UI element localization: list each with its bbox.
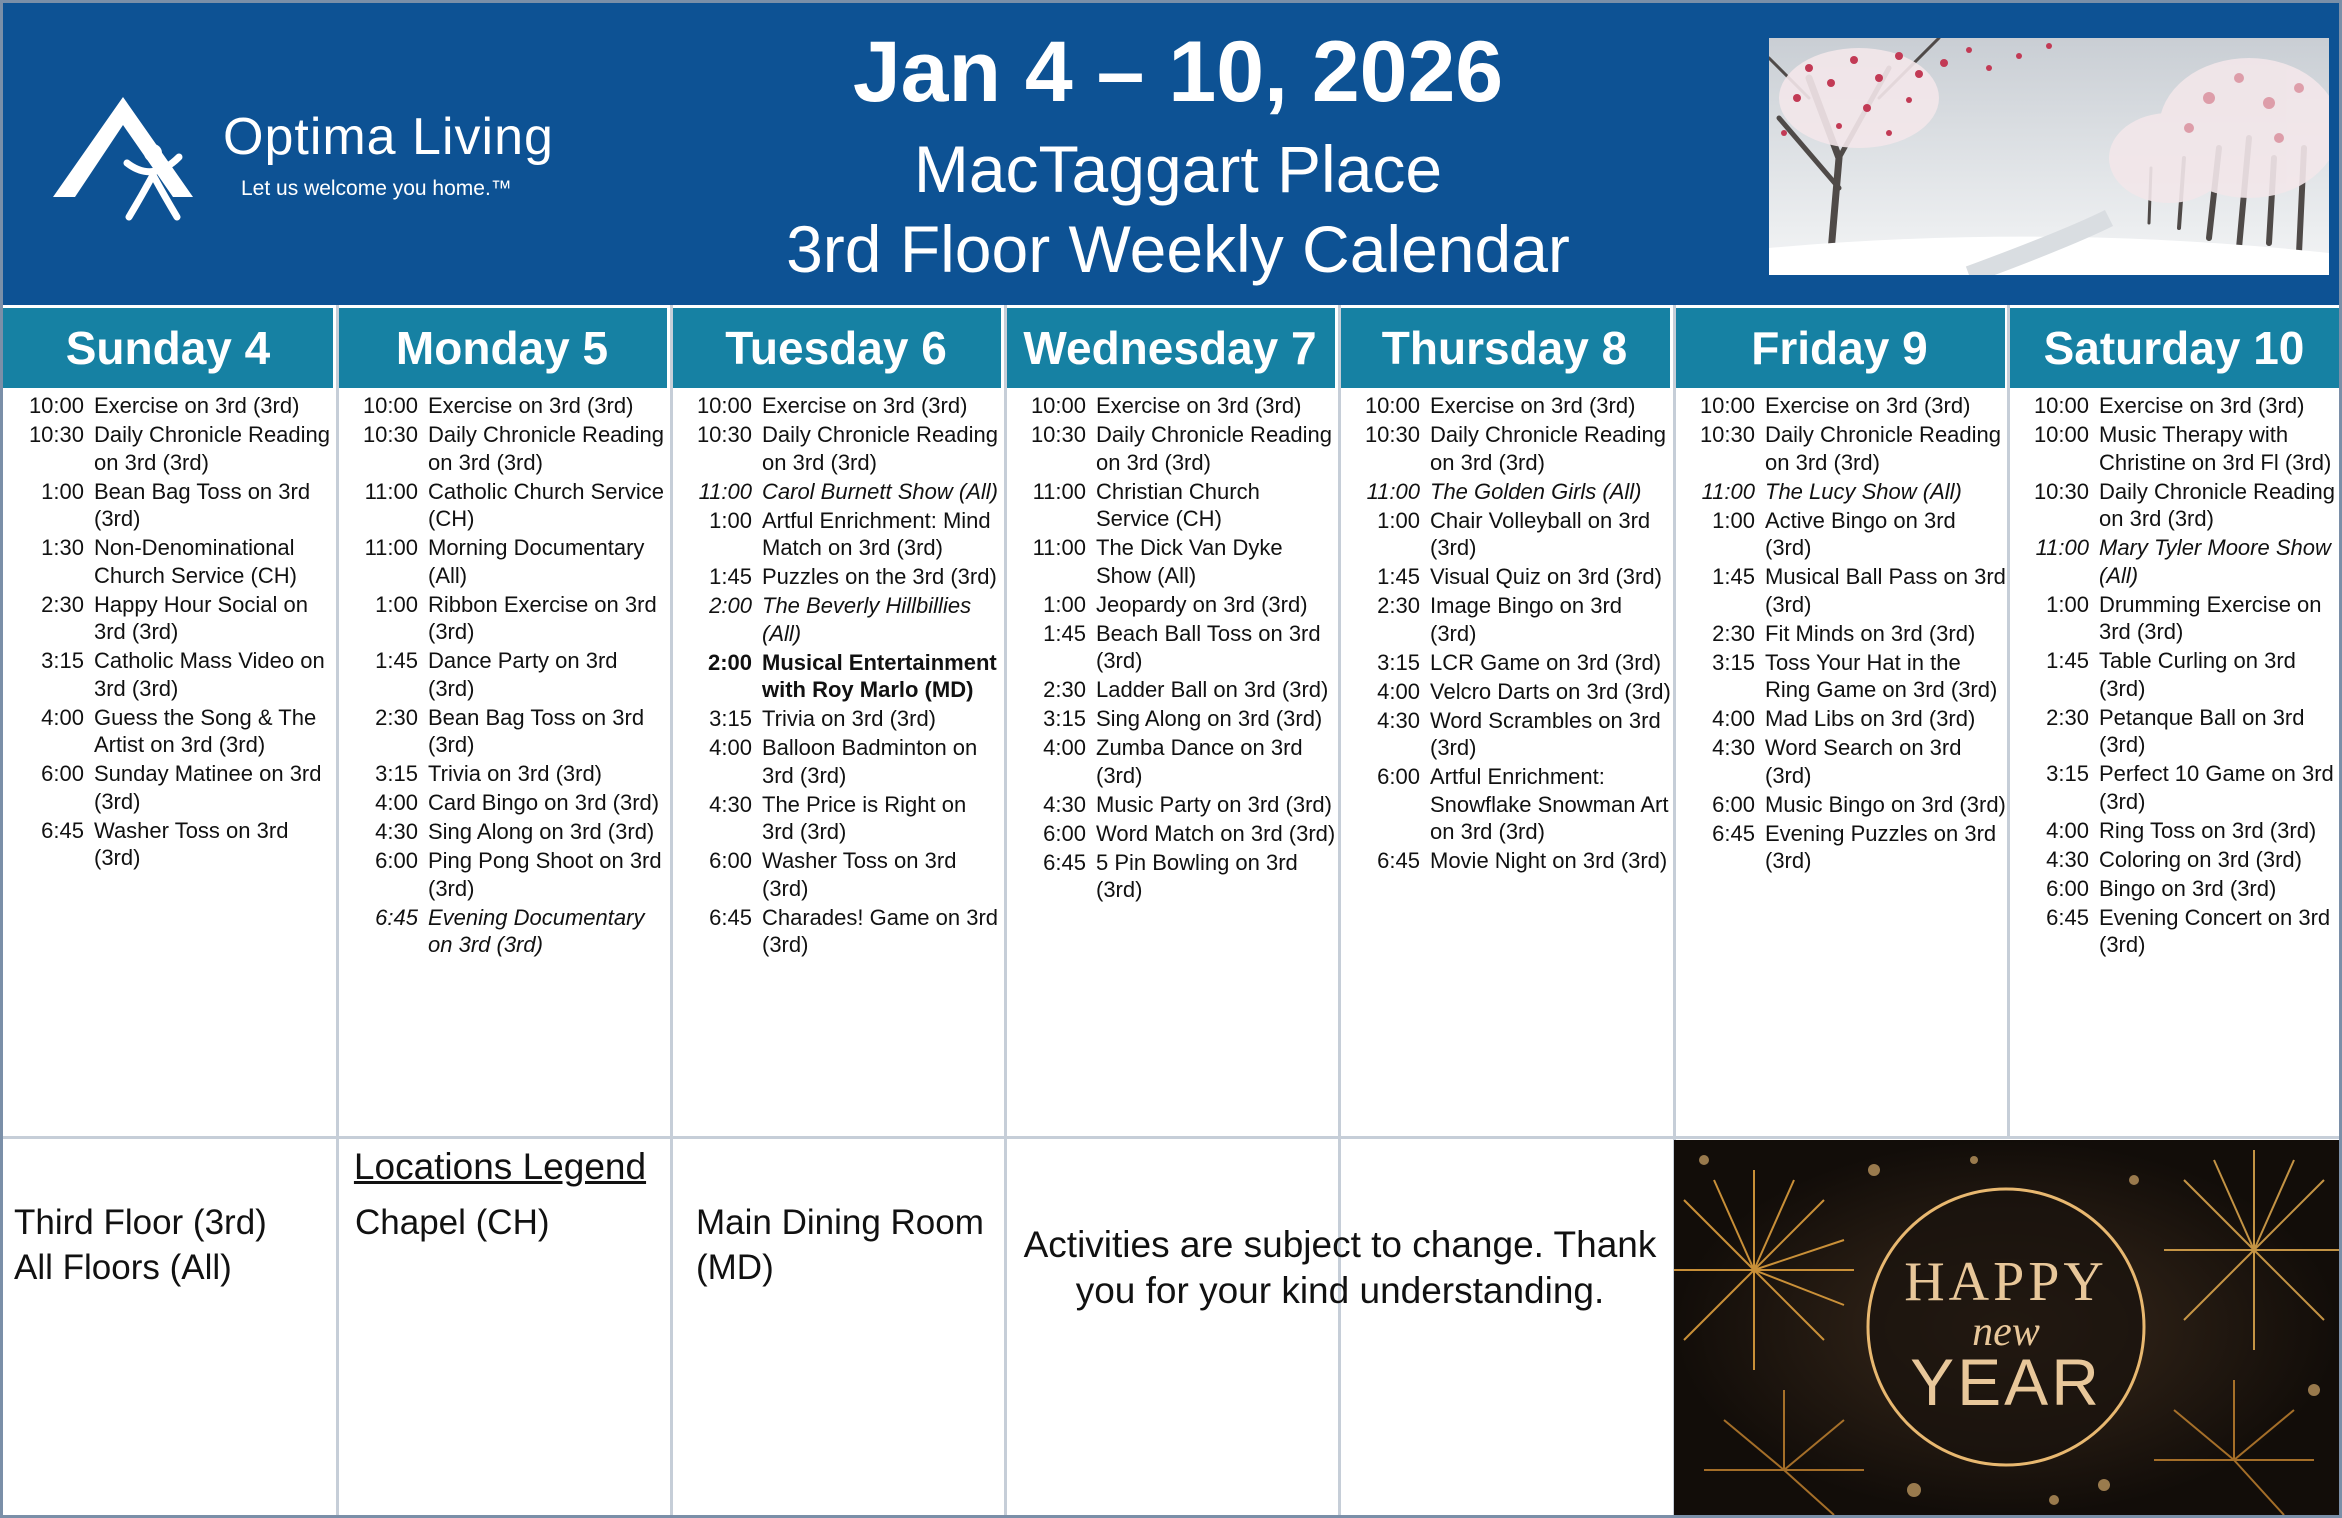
event-title: Trivia on 3rd (3rd)	[762, 706, 937, 731]
event-time: 10:30	[696, 422, 752, 447]
event-time: 6:00	[1377, 764, 1420, 789]
fireworks-graphic	[1674, 1140, 2339, 1515]
event-time: 6:45	[709, 904, 752, 930]
event-time: 1:30	[41, 535, 84, 560]
event-title: Drumming Exercise on 3rd (3rd)	[2099, 591, 2322, 644]
event-item	[1014, 705, 1336, 733]
legend-all-floors: All Floors (All)	[14, 1248, 232, 1287]
event-item	[12, 478, 334, 533]
event-title: Evening Documentary on 3rd (3rd)	[428, 904, 645, 957]
day-column-wednesday	[1014, 392, 1336, 1136]
event-time: 1:00	[709, 507, 752, 533]
event-item	[346, 818, 668, 846]
logo-name: Optima Living	[223, 108, 554, 166]
mountain-person-icon	[53, 97, 223, 221]
event-time: 4:00	[41, 704, 84, 730]
event-time: 2:30	[375, 704, 418, 730]
winter-trees-photo	[1769, 38, 2329, 275]
event-item	[2017, 591, 2335, 646]
event-title: Daily Chronicle Reading on 3rd (3rd)	[2099, 478, 2336, 531]
event-item	[680, 705, 1002, 733]
event-time: 4:30	[1377, 707, 1420, 733]
day-header-thursday: Thursday 8	[1339, 308, 1670, 388]
event-title: Sing Along on 3rd (3rd)	[428, 819, 655, 844]
event-title: Evening Puzzles on 3rd (3rd)	[1765, 820, 1997, 873]
event-item	[2017, 760, 2335, 815]
event-item	[346, 847, 668, 902]
calendar-name-title: 3rd Floor Weekly Calendar	[786, 212, 1570, 286]
event-title: Beach Ball Toss on 3rd (3rd)	[1096, 620, 1321, 673]
grid-divider	[2007, 305, 2010, 1139]
event-time: 10:00	[1030, 393, 1086, 418]
event-time: 10:00	[1699, 393, 1755, 418]
event-item	[1348, 507, 1671, 562]
event-item	[1014, 734, 1336, 789]
event-title: Coloring on 3rd (3rd)	[2099, 846, 2302, 872]
event-title: Washer Toss on 3rd (3rd)	[94, 817, 289, 870]
event-title: Music Party on 3rd (3rd)	[1096, 791, 1332, 817]
event-title: 5 Pin Bowling on 3rd (3rd)	[1096, 849, 1298, 902]
event-item	[2017, 817, 2335, 845]
event-item	[1014, 849, 1336, 904]
day-header-saturday: Saturday 10	[2009, 308, 2339, 388]
event-title: Sunday Matinee on 3rd (3rd)	[94, 761, 322, 814]
event-time: 3:15	[2046, 761, 2089, 786]
event-item	[1683, 392, 2006, 420]
event-time: 4:00	[709, 735, 752, 760]
event-title: Chair Volleyball on 3rd (3rd)	[1430, 507, 1651, 560]
event-item	[346, 704, 668, 759]
event-item	[1683, 421, 2006, 476]
event-item	[680, 563, 1002, 591]
event-item	[1014, 421, 1336, 476]
event-item	[680, 421, 1002, 476]
event-title: Puzzles on the 3rd (3rd)	[762, 564, 997, 589]
day-header-tuesday: Tuesday 6	[671, 308, 1001, 388]
day-column-tuesday	[680, 392, 1002, 1136]
event-item	[1348, 649, 1671, 677]
event-item	[1683, 820, 2006, 875]
event-time: 3:15	[1377, 649, 1420, 675]
event-item	[2017, 647, 2335, 702]
day-header-monday: Monday 5	[337, 308, 667, 388]
event-time: 10:30	[28, 422, 84, 447]
event-item	[1014, 478, 1336, 533]
event-title: Trivia on 3rd (3rd)	[428, 761, 603, 786]
event-title: Carol Burnett Show (All)	[762, 478, 998, 504]
day-column-thursday	[1348, 392, 1671, 1136]
event-title: Artful Enrichment: Mind Match on 3rd (3rd)	[762, 507, 991, 560]
event-item	[1683, 791, 2006, 819]
event-time: 4:30	[2046, 846, 2089, 872]
event-time: 1:00	[1712, 507, 1755, 533]
event-time: 4:30	[1043, 791, 1086, 817]
event-time: 11:00	[698, 478, 752, 504]
event-item	[1683, 563, 2006, 618]
event-title: Music Therapy with Christine on 3rd Fl (3rd)	[2099, 422, 2332, 475]
event-title: Exercise on 3rd (3rd)	[94, 393, 300, 418]
event-time: 10:00	[2033, 422, 2089, 447]
date-range-title: Jan 4 – 10, 2026	[852, 24, 1504, 120]
legend-chapel: Chapel (CH)	[355, 1203, 550, 1242]
day-column-friday	[1683, 392, 2006, 1136]
grid-divider-horizontal	[3, 1136, 2339, 1139]
event-item	[346, 591, 668, 646]
legend-title: Locations Legend	[353, 1146, 647, 1187]
event-time: 11:00	[2035, 535, 2089, 560]
event-title: Evening Concert on 3rd (3rd)	[2099, 904, 2331, 957]
event-item	[680, 904, 1002, 959]
event-item	[346, 534, 668, 589]
event-title: Exercise on 3rd (3rd)	[428, 393, 634, 418]
event-title: The Lucy Show (All)	[1765, 478, 1962, 504]
event-title: Daily Chronicle Reading on 3rd (3rd)	[1765, 422, 2002, 475]
event-title: Music Bingo on 3rd (3rd)	[1765, 791, 2006, 817]
event-time: 10:30	[1699, 422, 1755, 447]
header-banner	[3, 3, 2339, 305]
event-time: 1:45	[1712, 564, 1755, 589]
event-time: 11:00	[364, 478, 418, 504]
event-title: Word Scrambles on 3rd (3rd)	[1430, 707, 1661, 760]
event-time: 10:00	[696, 393, 752, 418]
event-item	[1348, 707, 1671, 762]
event-time: 2:30	[41, 591, 84, 617]
event-title: Guess the Song & The Artist on 3rd (3rd)	[94, 704, 317, 757]
event-item	[680, 507, 1002, 562]
event-time: 4:30	[375, 819, 418, 844]
event-item	[1683, 705, 2006, 733]
event-title: Word Search on 3rd (3rd)	[1765, 735, 1962, 788]
event-item	[1014, 591, 1336, 619]
event-time: 1:45	[709, 564, 752, 589]
day-column-monday	[346, 392, 668, 1136]
event-item	[680, 478, 1002, 506]
event-time: 6:00	[375, 848, 418, 873]
event-item	[680, 791, 1002, 846]
event-title: Ping Pong Shoot on 3rd (3rd)	[428, 848, 662, 901]
event-item	[2017, 875, 2335, 903]
event-item	[1348, 763, 1671, 846]
event-title: Catholic Church Service (CH)	[428, 478, 664, 531]
event-title: Jeopardy on 3rd (3rd)	[1096, 591, 1308, 617]
event-time: 1:00	[41, 478, 84, 504]
day-header-sunday: Sunday 4	[3, 308, 333, 388]
event-item	[1014, 820, 1336, 848]
event-item	[2017, 904, 2335, 959]
event-time: 10:00	[28, 393, 84, 418]
event-title: Ladder Ball on 3rd (3rd)	[1096, 677, 1329, 702]
event-item	[1683, 478, 2006, 506]
event-title: Toss Your Hat in the Ring Game on 3rd (3rd)	[1765, 649, 1998, 702]
event-item	[680, 649, 1002, 704]
event-item	[346, 478, 668, 533]
event-time: 2:30	[1712, 620, 1755, 646]
event-item	[346, 789, 668, 817]
event-title: Ring Toss on 3rd (3rd)	[2099, 817, 2317, 843]
event-time: 2:30	[1377, 593, 1420, 618]
event-title: Daily Chronicle Reading on 3rd (3rd)	[94, 422, 331, 475]
event-item	[12, 534, 334, 589]
event-item	[346, 904, 668, 959]
event-item	[1348, 847, 1671, 875]
event-title: Washer Toss on 3rd (3rd)	[762, 848, 957, 901]
event-time: 10:00	[2033, 393, 2089, 418]
event-item	[680, 847, 1002, 902]
event-item	[1014, 534, 1336, 589]
event-item	[1348, 421, 1671, 476]
event-time: 6:00	[709, 848, 752, 873]
event-title: Bean Bag Toss on 3rd (3rd)	[428, 704, 645, 757]
event-title: Artful Enrichment: Snowflake Snowman Art on 3rd (3rd)	[1430, 764, 1669, 844]
event-title: Table Curling on 3rd (3rd)	[2099, 648, 2296, 701]
event-time: 1:00	[1043, 591, 1086, 617]
event-item	[2017, 846, 2335, 874]
event-time: 6:00	[1712, 791, 1755, 817]
event-item	[1348, 392, 1671, 420]
optima-living-logo	[53, 97, 573, 227]
grid-divider	[1004, 305, 1007, 1515]
event-time: 11:00	[1032, 535, 1086, 560]
event-item	[12, 421, 334, 476]
event-time: 1:00	[375, 591, 418, 617]
event-item	[1348, 478, 1671, 506]
event-item	[346, 421, 668, 476]
event-title: Petanque Ball on 3rd (3rd)	[2099, 704, 2305, 757]
event-title: Musical Ball Pass on 3rd (3rd)	[1765, 564, 2006, 617]
event-time: 1:45	[1377, 564, 1420, 589]
event-title: Daily Chronicle Reading on 3rd (3rd)	[1430, 422, 1667, 475]
event-title: Balloon Badminton on 3rd (3rd)	[762, 735, 978, 788]
event-time: 6:45	[1377, 848, 1420, 873]
event-time: 1:45	[375, 648, 418, 673]
grid-divider	[336, 305, 339, 1515]
event-title: Perfect 10 Game on 3rd (3rd)	[2099, 761, 2334, 814]
event-time: 6:00	[2046, 875, 2089, 901]
event-item	[2017, 421, 2335, 476]
location-title: MacTaggart Place	[913, 132, 1443, 206]
event-time: 6:00	[41, 761, 84, 786]
event-title: The Dick Van Dyke Show (All)	[1096, 535, 1283, 588]
event-item	[346, 760, 668, 788]
event-item	[1014, 620, 1336, 675]
event-title: Bean Bag Toss on 3rd (3rd)	[94, 478, 311, 531]
event-item	[12, 392, 334, 420]
event-title: Mary Tyler Moore Show (All)	[2099, 535, 2331, 588]
event-time: 10:00	[1364, 393, 1420, 418]
day-header-wednesday: Wednesday 7	[1005, 308, 1335, 388]
event-item	[2017, 478, 2335, 533]
event-title: Visual Quiz on 3rd (3rd)	[1430, 564, 1662, 589]
event-item	[12, 817, 334, 872]
event-item	[1683, 620, 2006, 648]
event-time: 4:00	[2046, 817, 2089, 843]
event-item	[2017, 704, 2335, 759]
event-title: Musical Entertainment with Roy Marlo (MD)	[762, 649, 997, 702]
event-time: 10:00	[362, 393, 418, 418]
event-title: LCR Game on 3rd (3rd)	[1430, 649, 1662, 675]
event-time: 6:45	[375, 904, 418, 930]
event-title: Dance Party on 3rd (3rd)	[428, 648, 618, 701]
event-item	[680, 392, 1002, 420]
event-item	[346, 647, 668, 702]
event-item	[1683, 649, 2006, 704]
event-title: Happy Hour Social on 3rd (3rd)	[94, 591, 309, 644]
event-item	[346, 392, 668, 420]
event-item	[1014, 791, 1336, 819]
event-time: 10:30	[2033, 478, 2089, 504]
event-time: 4:00	[1712, 706, 1755, 731]
event-title: Exercise on 3rd (3rd)	[1765, 393, 1971, 418]
event-time: 6:45	[2046, 904, 2089, 930]
event-title: Velcro Darts on 3rd (3rd)	[1430, 678, 1671, 704]
event-time: 3:15	[709, 706, 752, 731]
event-item	[12, 647, 334, 702]
event-item	[2017, 534, 2335, 589]
event-time: 10:30	[1030, 422, 1086, 447]
event-title: Morning Documentary (All)	[428, 535, 645, 588]
event-title: Active Bingo on 3rd (3rd)	[1765, 507, 1956, 560]
event-title: Daily Chronicle Reading on 3rd (3rd)	[762, 422, 999, 475]
event-title: Image Bingo on 3rd (3rd)	[1430, 593, 1623, 646]
event-time: 3:15	[41, 648, 84, 673]
event-item	[2017, 392, 2335, 420]
day-column-saturday	[2017, 392, 2335, 1136]
event-title: Catholic Mass Video on 3rd (3rd)	[94, 648, 325, 701]
event-time: 10:30	[362, 422, 418, 447]
event-item	[12, 704, 334, 759]
event-title: Charades! Game on 3rd (3rd)	[762, 904, 999, 957]
event-item	[1683, 507, 2006, 562]
event-time: 4:30	[1712, 735, 1755, 760]
happy-new-year-image	[1674, 1140, 2339, 1515]
event-title: Zumba Dance on 3rd (3rd)	[1096, 735, 1303, 788]
event-time: 11:00	[1366, 478, 1420, 504]
event-time: 2:00	[707, 649, 752, 675]
event-title: Christian Church Service (CH)	[1096, 478, 1260, 531]
event-title: Exercise on 3rd (3rd)	[1096, 393, 1302, 418]
event-time: 3:15	[1712, 649, 1755, 675]
event-item	[1014, 392, 1336, 420]
day-header-row	[3, 308, 2339, 391]
event-title: Word Match on 3rd (3rd)	[1096, 820, 1336, 846]
year-text: YEAR	[1910, 1345, 2102, 1419]
event-time: 4:30	[709, 791, 752, 817]
event-time: 6:00	[1043, 820, 1086, 846]
event-title: Exercise on 3rd (3rd)	[2099, 393, 2305, 418]
event-time: 4:00	[375, 790, 418, 815]
event-item	[1348, 678, 1671, 706]
event-item	[12, 760, 334, 815]
event-time: 2:30	[1043, 677, 1086, 702]
day-column-sunday	[12, 392, 334, 1136]
grid-divider	[670, 305, 673, 1515]
event-title: Exercise on 3rd (3rd)	[762, 393, 968, 418]
event-title: Card Bingo on 3rd (3rd)	[428, 790, 660, 815]
event-item	[680, 592, 1002, 647]
event-time: 4:00	[1377, 678, 1420, 704]
new-text: new	[1972, 1309, 2040, 1355]
event-time: 3:15	[1043, 706, 1086, 731]
event-title: The Golden Girls (All)	[1430, 478, 1642, 504]
event-time: 10:30	[1364, 422, 1420, 447]
event-time: 1:45	[2046, 648, 2089, 673]
event-title: Bingo on 3rd (3rd)	[2099, 875, 2277, 901]
event-item	[12, 591, 334, 646]
event-time: 2:30	[2046, 704, 2089, 730]
event-title: Fit Minds on 3rd (3rd)	[1765, 620, 1976, 646]
day-header-friday: Friday 9	[1674, 308, 2005, 388]
event-time: 6:45	[1712, 820, 1755, 846]
event-time: 1:00	[1377, 507, 1420, 533]
event-time: 2:00	[709, 593, 752, 618]
event-time: 6:45	[41, 817, 84, 843]
event-item	[680, 734, 1002, 789]
grid-divider	[1338, 305, 1341, 1515]
event-time: 11:00	[364, 535, 418, 560]
event-title: Daily Chronicle Reading on 3rd (3rd)	[428, 422, 665, 475]
event-title: Daily Chronicle Reading on 3rd (3rd)	[1096, 422, 1333, 475]
event-title: Sing Along on 3rd (3rd)	[1096, 706, 1323, 731]
event-time: 11:00	[1032, 478, 1086, 504]
event-time: 6:45	[1043, 849, 1086, 875]
happy-text: HAPPY	[1904, 1251, 2108, 1313]
legend-main-dining: Main Dining Room (MD)	[696, 1203, 984, 1287]
legend-third-floor: Third Floor (3rd)	[14, 1203, 267, 1242]
event-item	[1014, 676, 1336, 704]
logo-tagline: Let us welcome you home.™	[241, 177, 512, 200]
event-time: 3:15	[375, 761, 418, 786]
event-item	[1348, 592, 1671, 647]
event-title: The Price is Right on 3rd (3rd)	[762, 791, 967, 844]
event-title: Exercise on 3rd (3rd)	[1430, 393, 1636, 418]
event-time: 1:45	[1043, 620, 1086, 646]
event-title: Movie Night on 3rd (3rd)	[1430, 848, 1668, 873]
event-time: 4:00	[1043, 735, 1086, 760]
change-notice: Activities are subject to change. Thank you for your kind understanding.	[1023, 1224, 1657, 1311]
event-time: 11:00	[1701, 478, 1755, 504]
event-item	[1683, 734, 2006, 789]
event-title: The Beverly Hillbillies (All)	[762, 593, 972, 646]
event-title: Non-Denominational Church Service (CH)	[94, 535, 297, 588]
event-item	[1348, 563, 1671, 591]
event-title: Mad Libs on 3rd (3rd)	[1765, 706, 1976, 731]
event-title: Ribbon Exercise on 3rd (3rd)	[428, 591, 657, 644]
event-time: 1:00	[2046, 591, 2089, 617]
